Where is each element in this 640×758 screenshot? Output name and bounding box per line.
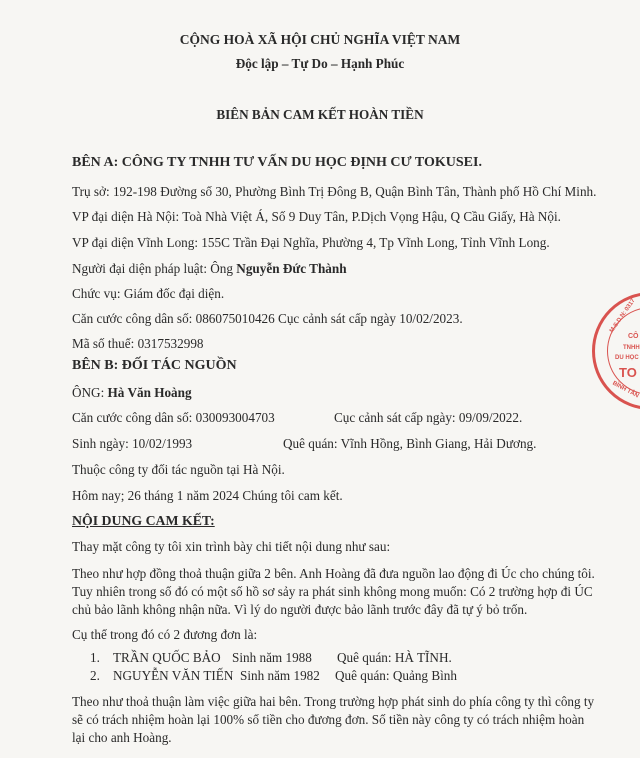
party-a-hanoi-office: VP đại diện Hà Nội: Toà Nhà Việt Á, Số 9 Duy Tân, P.Dịch Vọng Hậu, Q Cầu Giấy, Hà Nội.	[72, 209, 561, 224]
party-a-id-card: Căn cước công dân số: 086075010426 Cục cảnh sát cấp ngày 10/02/2023.	[72, 311, 463, 326]
seal-bottom-text: BÌNH TÂN	[611, 380, 640, 400]
party-a-position: Chức vụ: Giám đốc đại diện.	[72, 286, 225, 301]
case-hometown: Quê quán: Quảng Bình	[335, 668, 457, 683]
para1-line1: Theo như hợp đồng thoả thuận giữa 2 bên. Anh Hoàng đã đưa nguồn lao động đi Úc cho chúng tôi.	[72, 566, 595, 581]
case-birth: Sinh năm 1988	[232, 650, 312, 665]
para1-line2: Tuy nhiên trong số đó có một số hồ sơ sảy ra phát sinh không mong muốn: Có 2 trường hợp đi ÚC	[72, 584, 593, 599]
case-name: NGUYỄN VĂN TIẾN	[113, 668, 234, 683]
case-name: TRẦN QUỐC BẢO	[113, 650, 221, 665]
party-a-heading: BÊN A: CÔNG TY TNHH TƯ VẤN DU HỌC ĐỊNH CƯ TOKUSEI.	[72, 155, 482, 170]
para2-line1: Theo như thoả thuận làm việc giữa hai bên. Trong trường hợp phát sinh do phía công ty thì công ty	[72, 694, 595, 709]
party-a-head-office: Trụ sở: 192-198 Đường số 30, Phường Bình Trị Đông B, Quận Bình Tân, Thành phố Hồ Chí Minh.	[72, 184, 597, 199]
seal-line3: DU HỌC	[615, 355, 639, 361]
seal-line1: CÔ	[628, 333, 639, 340]
party-b-hometown: Quê quán: Vĩnh Hồng, Bình Giang, Hải Dương.	[283, 436, 537, 451]
seal-line2: TNHH	[623, 345, 640, 351]
seal-line4: TO	[619, 365, 637, 380]
case-birth: Sinh năm 1982	[240, 668, 320, 683]
case-hometown: Quê quán: HÀ TĨNH.	[337, 650, 452, 665]
party-a-vinhlong-office: VP đại diện Vĩnh Long: 155C Trần Đại Nghĩa, Phường 4, Tp Vĩnh Long, Tỉnh Vĩnh Long.	[72, 235, 550, 250]
party-b-name	[72, 385, 192, 401]
country-heading: CỘNG HOÀ XÃ HỘI CHỦ NGHĨA VIỆT NAM	[179, 32, 461, 47]
case-number: 2.	[90, 668, 100, 683]
party-a-tax-code: Mã số thuế: 0317532998	[72, 336, 204, 351]
para2-line2: sẽ có trách nhiệm hoàn lại 100% số tiền cho đương đơn. Số tiền này công ty có trách nhiệm hoàn	[72, 712, 585, 727]
commitment-heading: NỘI DUNG CAM KẾT:	[72, 513, 215, 528]
motto: Độc lập – Tự Do – Hạnh Phúc	[235, 56, 405, 71]
rep-label: Người đại diện pháp luật: Ông	[72, 261, 237, 276]
party-b-person: Hà Văn Hoàng	[107, 385, 192, 400]
party-b-affiliation: Thuộc công ty đối tác nguồn tại Hà Nội.	[72, 462, 285, 477]
company-seal-stamp	[592, 292, 640, 410]
cases-intro: Cụ thể trong đó có 2 đương đơn là:	[72, 627, 258, 642]
para1-line3: chủ bảo lãnh không nhận nữa. Vì lý do người được bảo lãnh trước đây đã tự ý bỏ trốn.	[72, 602, 528, 617]
rep-name: Nguyễn Đức Thành	[236, 261, 347, 276]
party-b-id-card: Căn cước công dân số: 030093004703	[72, 410, 275, 425]
commitment-intro: Thay mặt công ty tôi xin trình bày chi tiết nội dung như sau:	[72, 539, 391, 554]
document-title: BIÊN BẢN CAM KẾT HOÀN TIỀN	[216, 107, 424, 122]
case-number: 1.	[90, 650, 100, 665]
date-statement: Hôm nay; 26 tháng 1 năm 2024 Chúng tôi cam kết.	[72, 488, 343, 503]
party-b-id-issued: Cục cảnh sát cấp ngày: 09/09/2022.	[334, 410, 523, 425]
party-b-heading: BÊN B: ĐỐI TÁC NGUỒN	[72, 358, 237, 373]
seal-ring-text: M.S.D.N: 0317	[609, 298, 637, 334]
name-label: ÔNG:	[72, 385, 108, 400]
para2-line3: lại cho anh Hoàng.	[72, 730, 172, 745]
party-a-representative	[72, 261, 347, 277]
party-b-dob: Sinh ngày: 10/02/1993	[72, 436, 193, 451]
